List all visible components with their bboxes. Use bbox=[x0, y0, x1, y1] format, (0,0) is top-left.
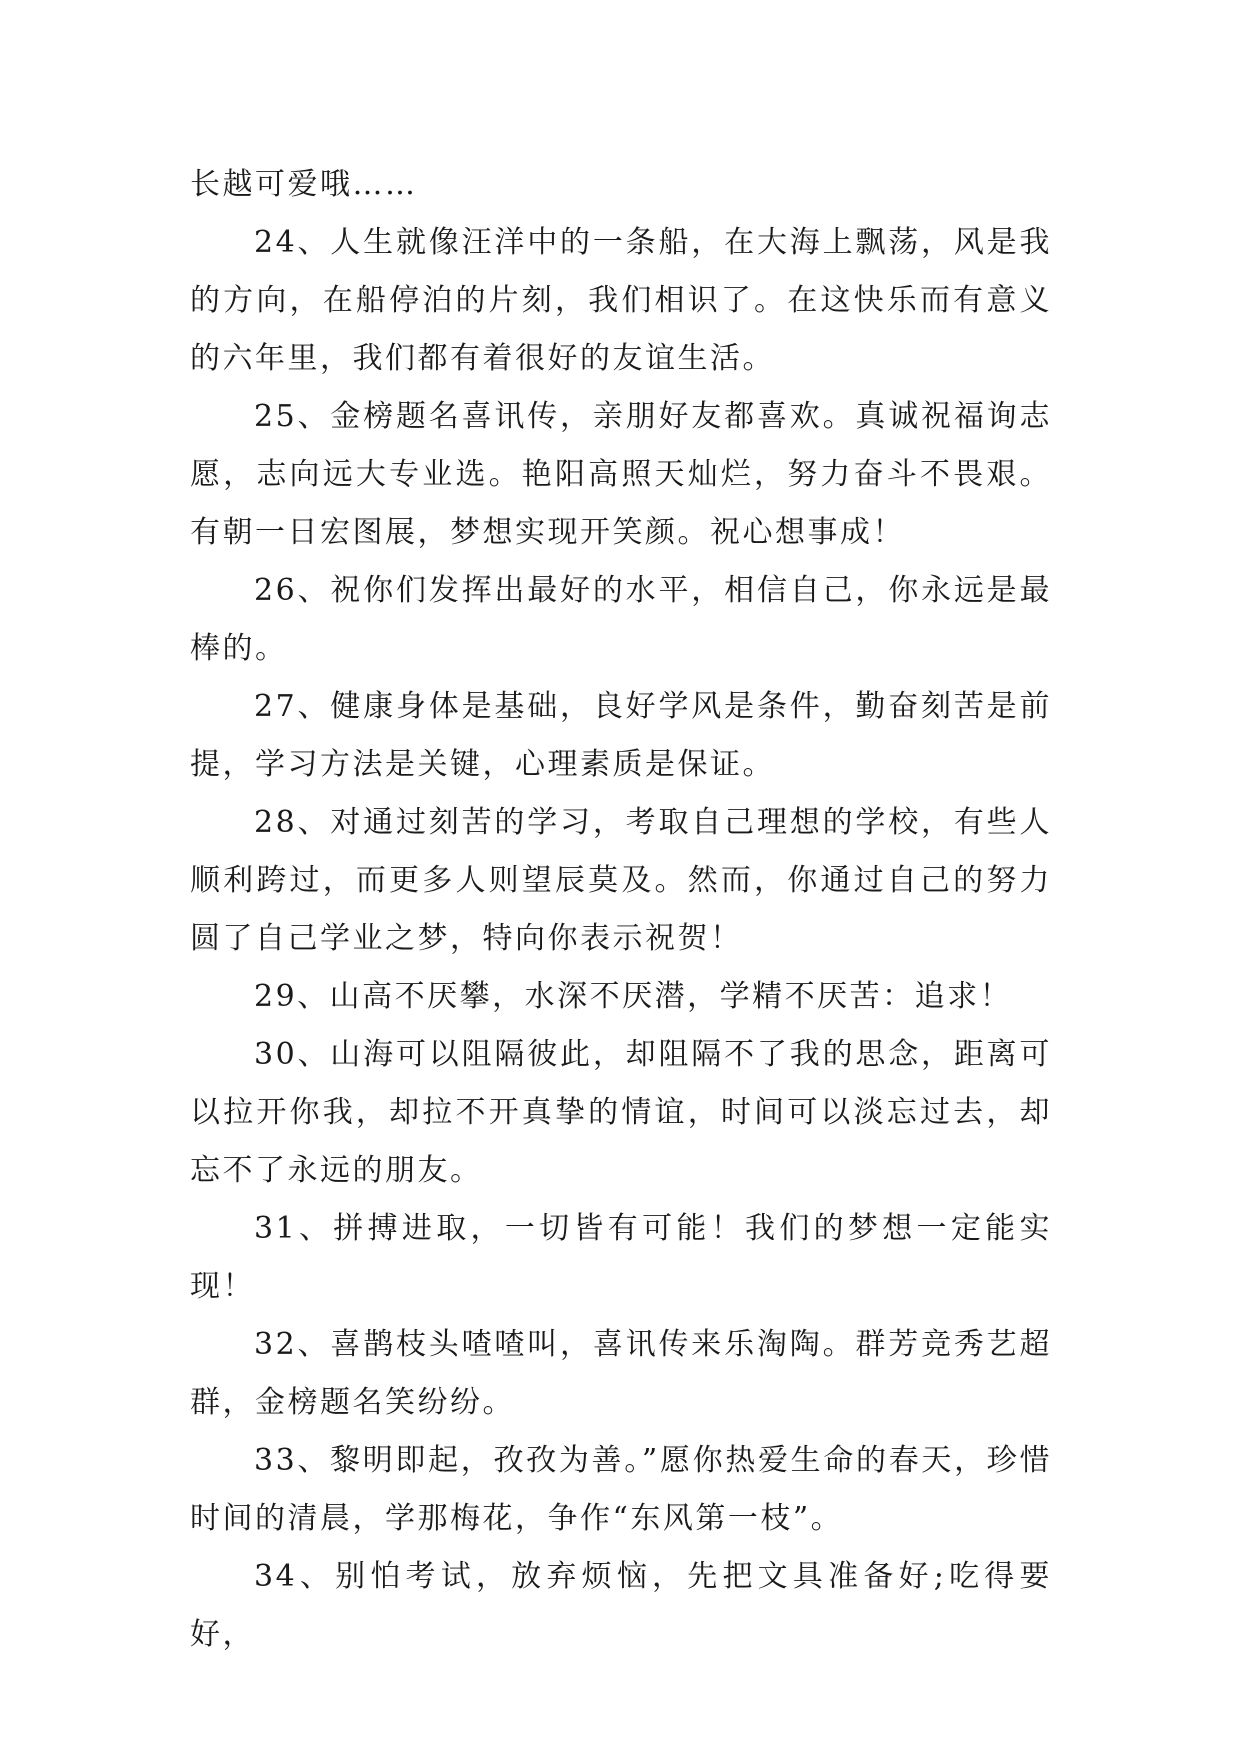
paragraph-29: 29、山高不厌攀，水深不厌潜，学精不厌苦：追求！ bbox=[254, 979, 1013, 1014]
paragraph-continuation: 长越可爱哦…… bbox=[190, 167, 418, 202]
paragraph-25: 25、金榜题名喜讯传，亲朋好友都喜欢。真诚祝福询志愿，志向远大专业选。艳阳高照天灿烂，努力奋斗不畏艰。有朝一日宏图展，梦想实现开笑颜。祝心想事成！ bbox=[190, 399, 1052, 550]
paragraph-30: 30、山海可以阻隔彼此，却阻隔不了我的思念，距离可以拉开你我，却拉不开真挚的情谊，时间可以淡忘过去，却忘不了永远的朋友。 bbox=[190, 1037, 1052, 1188]
paragraph-28: 28、对通过刻苦的学习，考取自己理想的学校，有些人顺利跨过，而更多人则望辰莫及。然而，你通过自己的努力圆了自己学业之梦，特向你表示祝贺！ bbox=[190, 805, 1052, 956]
document-body bbox=[190, 156, 1052, 1664]
paragraph-26: 26、祝你们发挥出最好的水平，相信自己，你永远是最棒的。 bbox=[190, 573, 1052, 666]
paragraph-33: 33、黎明即起，孜孜为善。”愿你热爱生命的春天，珍惜时间的清晨，学那梅花，争作“东风第一枝”。 bbox=[190, 1443, 1052, 1536]
paragraph-32: 32、喜鹊枝头喳喳叫，喜讯传来乐淘陶。群芳竞秀艺超群，金榜题名笑纷纷。 bbox=[190, 1327, 1052, 1420]
paragraph-24: 24、人生就像汪洋中的一条船，在大海上飘荡，风是我的方向，在船停泊的片刻，我们相识了。在这快乐而有意义的六年里，我们都有着很好的友谊生活。 bbox=[190, 225, 1052, 376]
paragraph-31: 31、拼搏进取，一切皆有可能！我们的梦想一定能实现！ bbox=[190, 1211, 1052, 1304]
paragraph-34: 34、别怕考试，放弃烦恼，先把文具准备好;吃得要好， bbox=[190, 1559, 1052, 1652]
paragraph-27: 27、健康身体是基础，良好学风是条件，勤奋刻苦是前提，学习方法是关键，心理素质是保证。 bbox=[190, 689, 1052, 782]
